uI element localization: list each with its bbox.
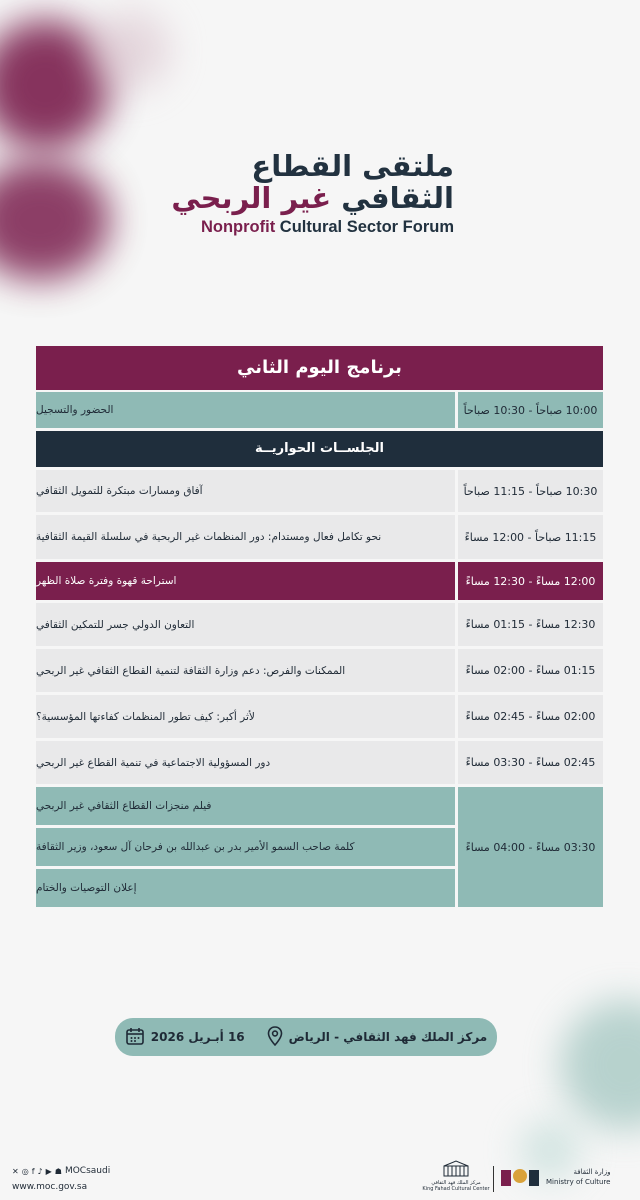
decor-blob-maroon-bottom	[0, 160, 110, 280]
closing-item: فيلم منجزات القطاع الثقافي غير الربحي	[36, 787, 455, 825]
kfcc-name-ar: مركز الملك فهد الثقافي	[431, 1180, 481, 1186]
moc-name	[546, 1167, 610, 1187]
logo-arabic-line2	[171, 182, 454, 214]
schedule-row	[36, 470, 603, 512]
row-title: دور المسؤولية الاجتماعية في تنمية القطاع غير الربحي	[36, 741, 455, 784]
event-date	[125, 1026, 245, 1049]
calendar-icon	[125, 1026, 145, 1049]
closing-time: 03:30 مساءً - 04:00 مساءً	[458, 787, 603, 907]
website-link[interactable]: www.moc.gov.sa	[12, 1182, 88, 1192]
tiktok-icon[interactable]: ♪	[37, 1166, 43, 1176]
closing-item: إعلان التوصيات والختام	[36, 869, 455, 907]
row-title: الممكنات والفرص: دعم وزارة الثقافة لتنمية القطاع الثقافي غير الربحي	[36, 649, 455, 692]
page-footer	[0, 1160, 640, 1200]
closing-items	[36, 787, 455, 910]
x-icon[interactable]: ✕	[12, 1166, 19, 1176]
logo-english	[171, 218, 454, 237]
schedule-row	[36, 515, 603, 559]
schedule-row-break	[36, 562, 603, 600]
event-date-text: 16 أبـريل 2026	[150, 1030, 245, 1044]
youtube-icon[interactable]: ▶	[45, 1166, 52, 1176]
schedule-row	[36, 695, 603, 738]
closing-item: كلمة صاحب السمو الأمير بدر بن عبدالله بن فرحان آل سعود، وزير الثقافة	[36, 828, 455, 866]
row-time: 11:15 صباحاً - 12:00 مساءً	[458, 515, 603, 559]
logo-line2-part1: الثقافي	[331, 181, 454, 215]
logo-line2-accent: غير الربحي	[171, 181, 332, 215]
row-time: 02:00 مساءً - 02:45 مساءً	[458, 695, 603, 738]
row-time: 12:00 مساءً - 12:30 مساءً	[458, 562, 603, 600]
event-location	[267, 1026, 488, 1049]
logo-divider	[493, 1166, 494, 1192]
moc-logo	[500, 1166, 610, 1188]
facebook-icon[interactable]: f	[31, 1166, 35, 1176]
schedule-row-registration	[36, 392, 603, 428]
row-time: 10:00 صباحاً - 10:30 صباحاً	[458, 392, 603, 428]
event-info-bar	[115, 1018, 497, 1056]
day-title: برنامج اليوم الثاني	[36, 346, 603, 390]
section-title: الجلســات الحواريــة	[36, 431, 603, 467]
decor-blob-teal	[560, 1000, 640, 1130]
snapchat-icon[interactable]: ☗	[54, 1166, 62, 1176]
moc-name-ar: وزارة الثقافة	[573, 1168, 611, 1176]
moc-emblem-icon	[500, 1166, 540, 1188]
logo-english-rest: Cultural Sector Forum	[275, 218, 454, 236]
social-handle[interactable]: MOCsaudi	[64, 1166, 111, 1176]
schedule-row	[36, 741, 603, 784]
forum-logo	[171, 150, 454, 237]
kfcc-logo	[420, 1160, 492, 1192]
schedule-table	[36, 346, 603, 910]
row-time: 01:15 مساءً - 02:00 مساءً	[458, 649, 603, 692]
location-pin-icon	[267, 1026, 283, 1049]
social-links	[12, 1166, 110, 1176]
instagram-icon[interactable]: ◎	[21, 1166, 29, 1176]
decor-blob-pink	[90, 10, 170, 90]
event-location-text: مركز الملك فهد الثقافي - الرياض	[288, 1030, 488, 1044]
row-time: 02:45 مساءً - 03:30 مساءً	[458, 741, 603, 784]
moc-name-en: Ministry of Culture	[546, 1178, 611, 1186]
logo-english-accent: Nonprofit	[200, 218, 276, 236]
row-title: آفاق ومسارات مبتكرة للتمويل الثقافي	[36, 470, 455, 512]
row-title: التعاون الدولي جسر للتمكين الثقافي	[36, 603, 455, 646]
kfcc-name-en: King Fahad Cultural Center	[422, 1186, 490, 1192]
schedule-row	[36, 649, 603, 692]
row-time: 12:30 مساءً - 01:15 مساءً	[458, 603, 603, 646]
kfcc-building-icon	[438, 1160, 474, 1178]
row-time: 10:30 صباحاً - 11:15 صباحاً	[458, 470, 603, 512]
row-title: استراحة قهوة وفترة صلاة الظهر	[36, 562, 455, 600]
schedule-row	[36, 603, 603, 646]
logo-arabic-line1: ملتقى القطاع	[251, 149, 454, 183]
row-title: لأثر أكبر: كيف تطور المنظمات كفاءتها المؤسسية؟	[36, 695, 455, 738]
row-title: الحضور والتسجيل	[36, 392, 455, 428]
closing-block	[36, 787, 603, 910]
row-title: نحو تكامل فعال ومستدام: دور المنظمات غير الربحية في سلسلة القيمة الثقافية	[36, 515, 455, 559]
